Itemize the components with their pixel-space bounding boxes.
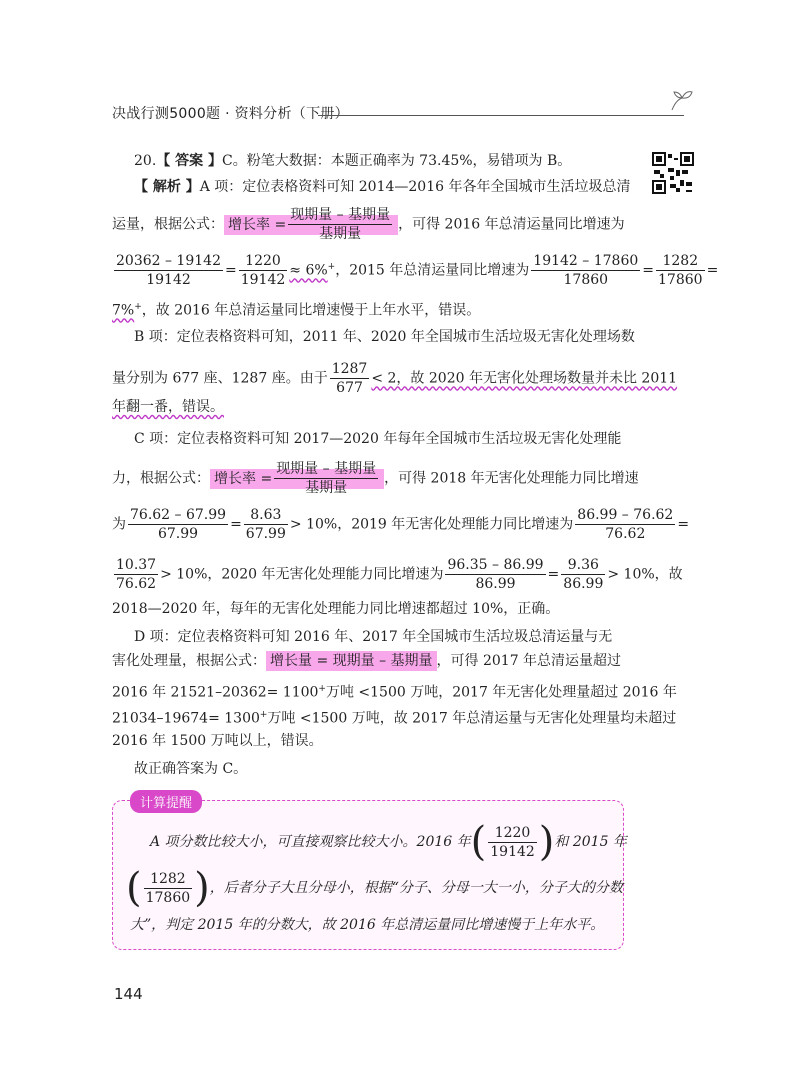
analysis-d2: 害化处理量，根据公式： 增长量 = 现期量 – 基期量 ，可得 2017 年总清运量超过 <box>112 653 622 669</box>
analysis-c4: $\frac{10.37}{76.62}$ > 10%，2020 年无害化处理能力同比增速为 $\frac{96.35 - 86.99}{86.99}$ = $\frac{9.36}{86.99}$ > 10%，故 <box>116 557 683 592</box>
answer-line: 20.【 答案 】C。粉笔大数据：本题正确率为 73.45%，易错项为 B。 <box>134 153 572 169</box>
analysis-b2: 量分别为 677 座、1287 座。由于 $\frac{1287}{677}$ < 2，故 2020 年无害化处理场数量并未比 2011 <box>112 361 678 396</box>
analysis-c1: C 项：定位表格资料可知 2017—2020 年每年全国城市生活垃圾无害化处理能 <box>134 431 622 447</box>
tip-line-2: ( $\frac{1282}{17860}$ )，后者分子大且分母小，根据“分子、分母一大一小，分子大的分数 <box>126 865 623 911</box>
header-rule <box>318 115 684 116</box>
growth-rate-formula-c: 增长率 = $\frac{\text{现期量 – 基期量}}{\text{基期量}}$ <box>210 469 384 489</box>
running-header <box>112 103 687 131</box>
analysis-a3: $\frac{20362 - 19142}{19142}$ = $\frac{1220}{19142}$ ≈ 6%+，2015 年总清运量同比增速为 $\frac{19142 - 17860}{17860}$ = $\frac{1282}{17860}$ = <box>116 253 719 288</box>
analysis-a1: 【 解析 】A 项：定位表格资料可知 2014—2016 年各年全国城市生活垃圾总清 <box>134 179 631 195</box>
growth-amount-formula: 增长量 = 现期量 – 基期量 <box>266 651 437 671</box>
analysis-c5: 2018—2020 年，每年的无害化处理能力同比增速都超过 10%，正确。 <box>112 601 560 617</box>
tip-line-1: A 项分数比较大小，可直接观察比较大小。2016 年( $\frac{1220}{19142}$ )和 2015 年 <box>150 819 627 865</box>
conclusion: 故正确答案为 C。 <box>134 761 248 777</box>
growth-rate-formula: 增长率 = $\frac{\text{现期量 – 基期量}}{\text{基期量}}$ <box>224 215 398 235</box>
leaf-icon <box>670 90 694 112</box>
analysis-d4: 21034–19674= 1300+万吨 <1500 万吨，故 2017 年总清运量与无害化处理量均未超过 <box>112 710 677 727</box>
analysis-d3: 2016 年 21521–20362= 1100+万吨 <1500 万吨，2017 年无害化处理量超过 2016 年 <box>112 684 677 701</box>
tip-tag: 计算提醒 <box>130 790 202 813</box>
analysis-d1: D 项：定位表格资料可知 2016 年、2017 年全国城市生活垃圾总清运量与无 <box>134 629 613 645</box>
qr-code-icon <box>652 152 694 194</box>
analysis-a2: 运量，根据公式： 增长率 = $\frac{\text{现期量 – 基期量}}{\text{基期量}}$ ，可得 2016 年总清运量同比增速为 <box>112 207 625 242</box>
analysis-c3: 为 $\frac{76.62 - 67.99}{67.99}$ = $\frac{8.63}{67.99}$ > 10%，2019 年无害化处理能力同比增速为 $\frac{86.99 - 76.62}{76.62}$ = <box>112 507 690 542</box>
analysis-tag: 【 解析 】 <box>134 179 200 195</box>
analysis-b3: 年翻一番，错误。 <box>112 399 224 415</box>
header-title: 决战行测5000题 · 资料分析（下册） <box>112 106 349 122</box>
answer-tag: 【 答案 】 <box>156 153 223 169</box>
analysis-a4: 7%+，故 2016 年总清运量同比增速慢于上年水平，错误。 <box>112 302 481 319</box>
analysis-d5: 2016 年 1500 万吨以上，错误。 <box>112 733 323 749</box>
tip-line-3: 大”，判定 2015 年的分数大，故 2016 年总清运量同比增速慢于上年水平。 <box>130 917 605 933</box>
analysis-b1: B 项：定位表格资料可知，2011 年、2020 年全国城市生活垃圾无害化处理场数 <box>134 329 635 345</box>
analysis-c2: 力，根据公式： 增长率 = $\frac{\text{现期量 – 基期量}}{\text{基期量}}$ ，可得 2018 年无害化处理能力同比增速 <box>112 461 639 496</box>
page-number: 144 <box>114 985 143 1003</box>
